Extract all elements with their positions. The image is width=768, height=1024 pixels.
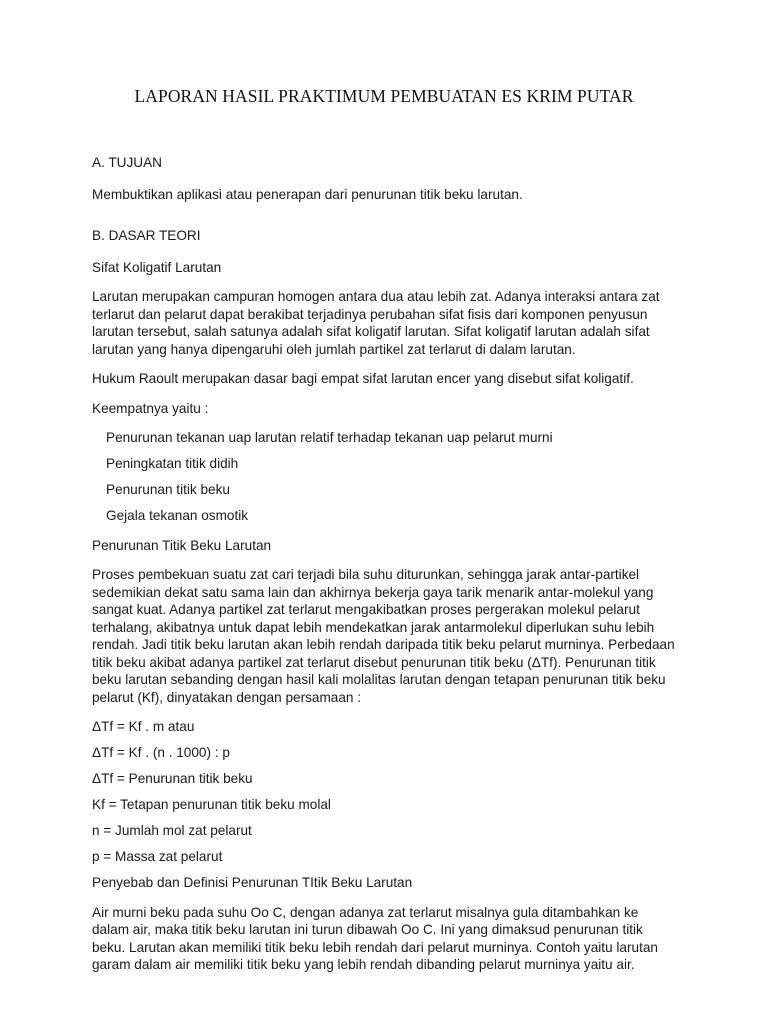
- list-intro: Keempatnya yaitu :: [92, 400, 209, 416]
- formula-line: p = Massa zat pelarut: [92, 849, 223, 864]
- document-title: LAPORAN HASIL PRAKTIMUM PEMBUATAN ES KRIM PUTAR: [134, 86, 634, 106]
- formula-list: [92, 718, 676, 866]
- paragraph-hukum-raoult: Hukum Raoult merupakan dasar bagi empat sifat larutan encer yang disebut sifat koligatif.: [92, 371, 634, 386]
- tujuan-text: Membuktikan aplikasi atau penerapan dari penurunan titik beku larutan.: [92, 186, 523, 202]
- formula-line: Kf = Tetapan penurunan titik beku molal: [92, 797, 331, 812]
- paragraph-sifat-koligatif: Larutan merupakan campuran homogen antara dua atau lebih zat. Adanya interaksi antara zat terlarut dan pelarut dapat berakibat terjadinya perubahan sifat fisis dari komponen penyusun larutan tersebut, salah satunya adalah sifat koligatif larutan. Sifat koligatif larutan adalah sifat larutan yang hanya dipengaruhi oleh jumlah partikel zat terlarut di dalam larutan.: [92, 289, 660, 357]
- subheading-penyebab-definisi: Penyebab dan Definisi Penurunan TItik Beku Larutan: [92, 875, 413, 890]
- list-item: Penurunan titik beku: [106, 482, 230, 497]
- formula-line: ΔTf = Kf . m atau: [92, 719, 195, 734]
- list-item: Gejala tekanan osmotik: [106, 508, 249, 523]
- paragraph-penyebab-definisi: Air murni beku pada suhu Oo C, dengan adanya zat terlarut misalnya gula ditambahkan ke dalam air, maka titik beku larutan ini turun dibawah Oo C. Ini yang dimaksud penurunan titik beku. Larutan akan memiliki titik beku lebih rendah dari pelarut murninya. Contoh yaitu larutan garam dalam air memiliki titik beku yang lebih rendah dibanding pelarut murninya yaitu air.: [92, 904, 658, 972]
- formula-line: n = Jumlah mol zat pelarut: [92, 823, 252, 838]
- formula-line: ΔTf = Penurunan titik beku: [92, 771, 253, 786]
- subheading-sifat-koligatif: Sifat Koligatif Larutan: [92, 259, 222, 275]
- subheading-penurunan-titik-beku: Penurunan Titik Beku Larutan: [92, 537, 272, 553]
- formula-line: ΔTf = Kf . (n . 1000) : p: [92, 745, 230, 760]
- list-item: Peningkatan titik didih: [106, 456, 239, 471]
- koligatif-list: [92, 429, 676, 525]
- section-heading-tujuan: A. TUJUAN: [92, 155, 162, 170]
- paragraph-penurunan-titik-beku: Proses pembekuan suatu zat cari terjadi bila suhu diturunkan, sehingga jarak antar-partikel sedemikian dekat satu sama lain dan akhirnya bekerja gaya tarik menarik antar-molekul yang sangat kuat. Adanya partikel zat terlarut mengakibatkan proses pergerakan molekul pelarut terhalang, akibatnya untuk dapat lebih mendekatkan jarak antarmolekul diperlukan suhu lebih rendah. Jadi titik beku larutan akan lebih rendah daripada titik beku pelarut murninya. Perbedaan titik beku akibat adanya partikel zat terlarut disebut penurunan titik beku (ΔTf). Penurunan titik beku larutan sebanding dengan hasil kali molalitas larutan dengan tetapan penurunan titik beku pelarut (Kf), dinyatakan dengan persamaan :: [92, 567, 675, 705]
- section-heading-dasar-teori: B. DASAR TEORI: [92, 228, 201, 243]
- list-item: Penurunan tekanan uap larutan relatif terhadap tekanan uap pelarut murni: [106, 430, 553, 445]
